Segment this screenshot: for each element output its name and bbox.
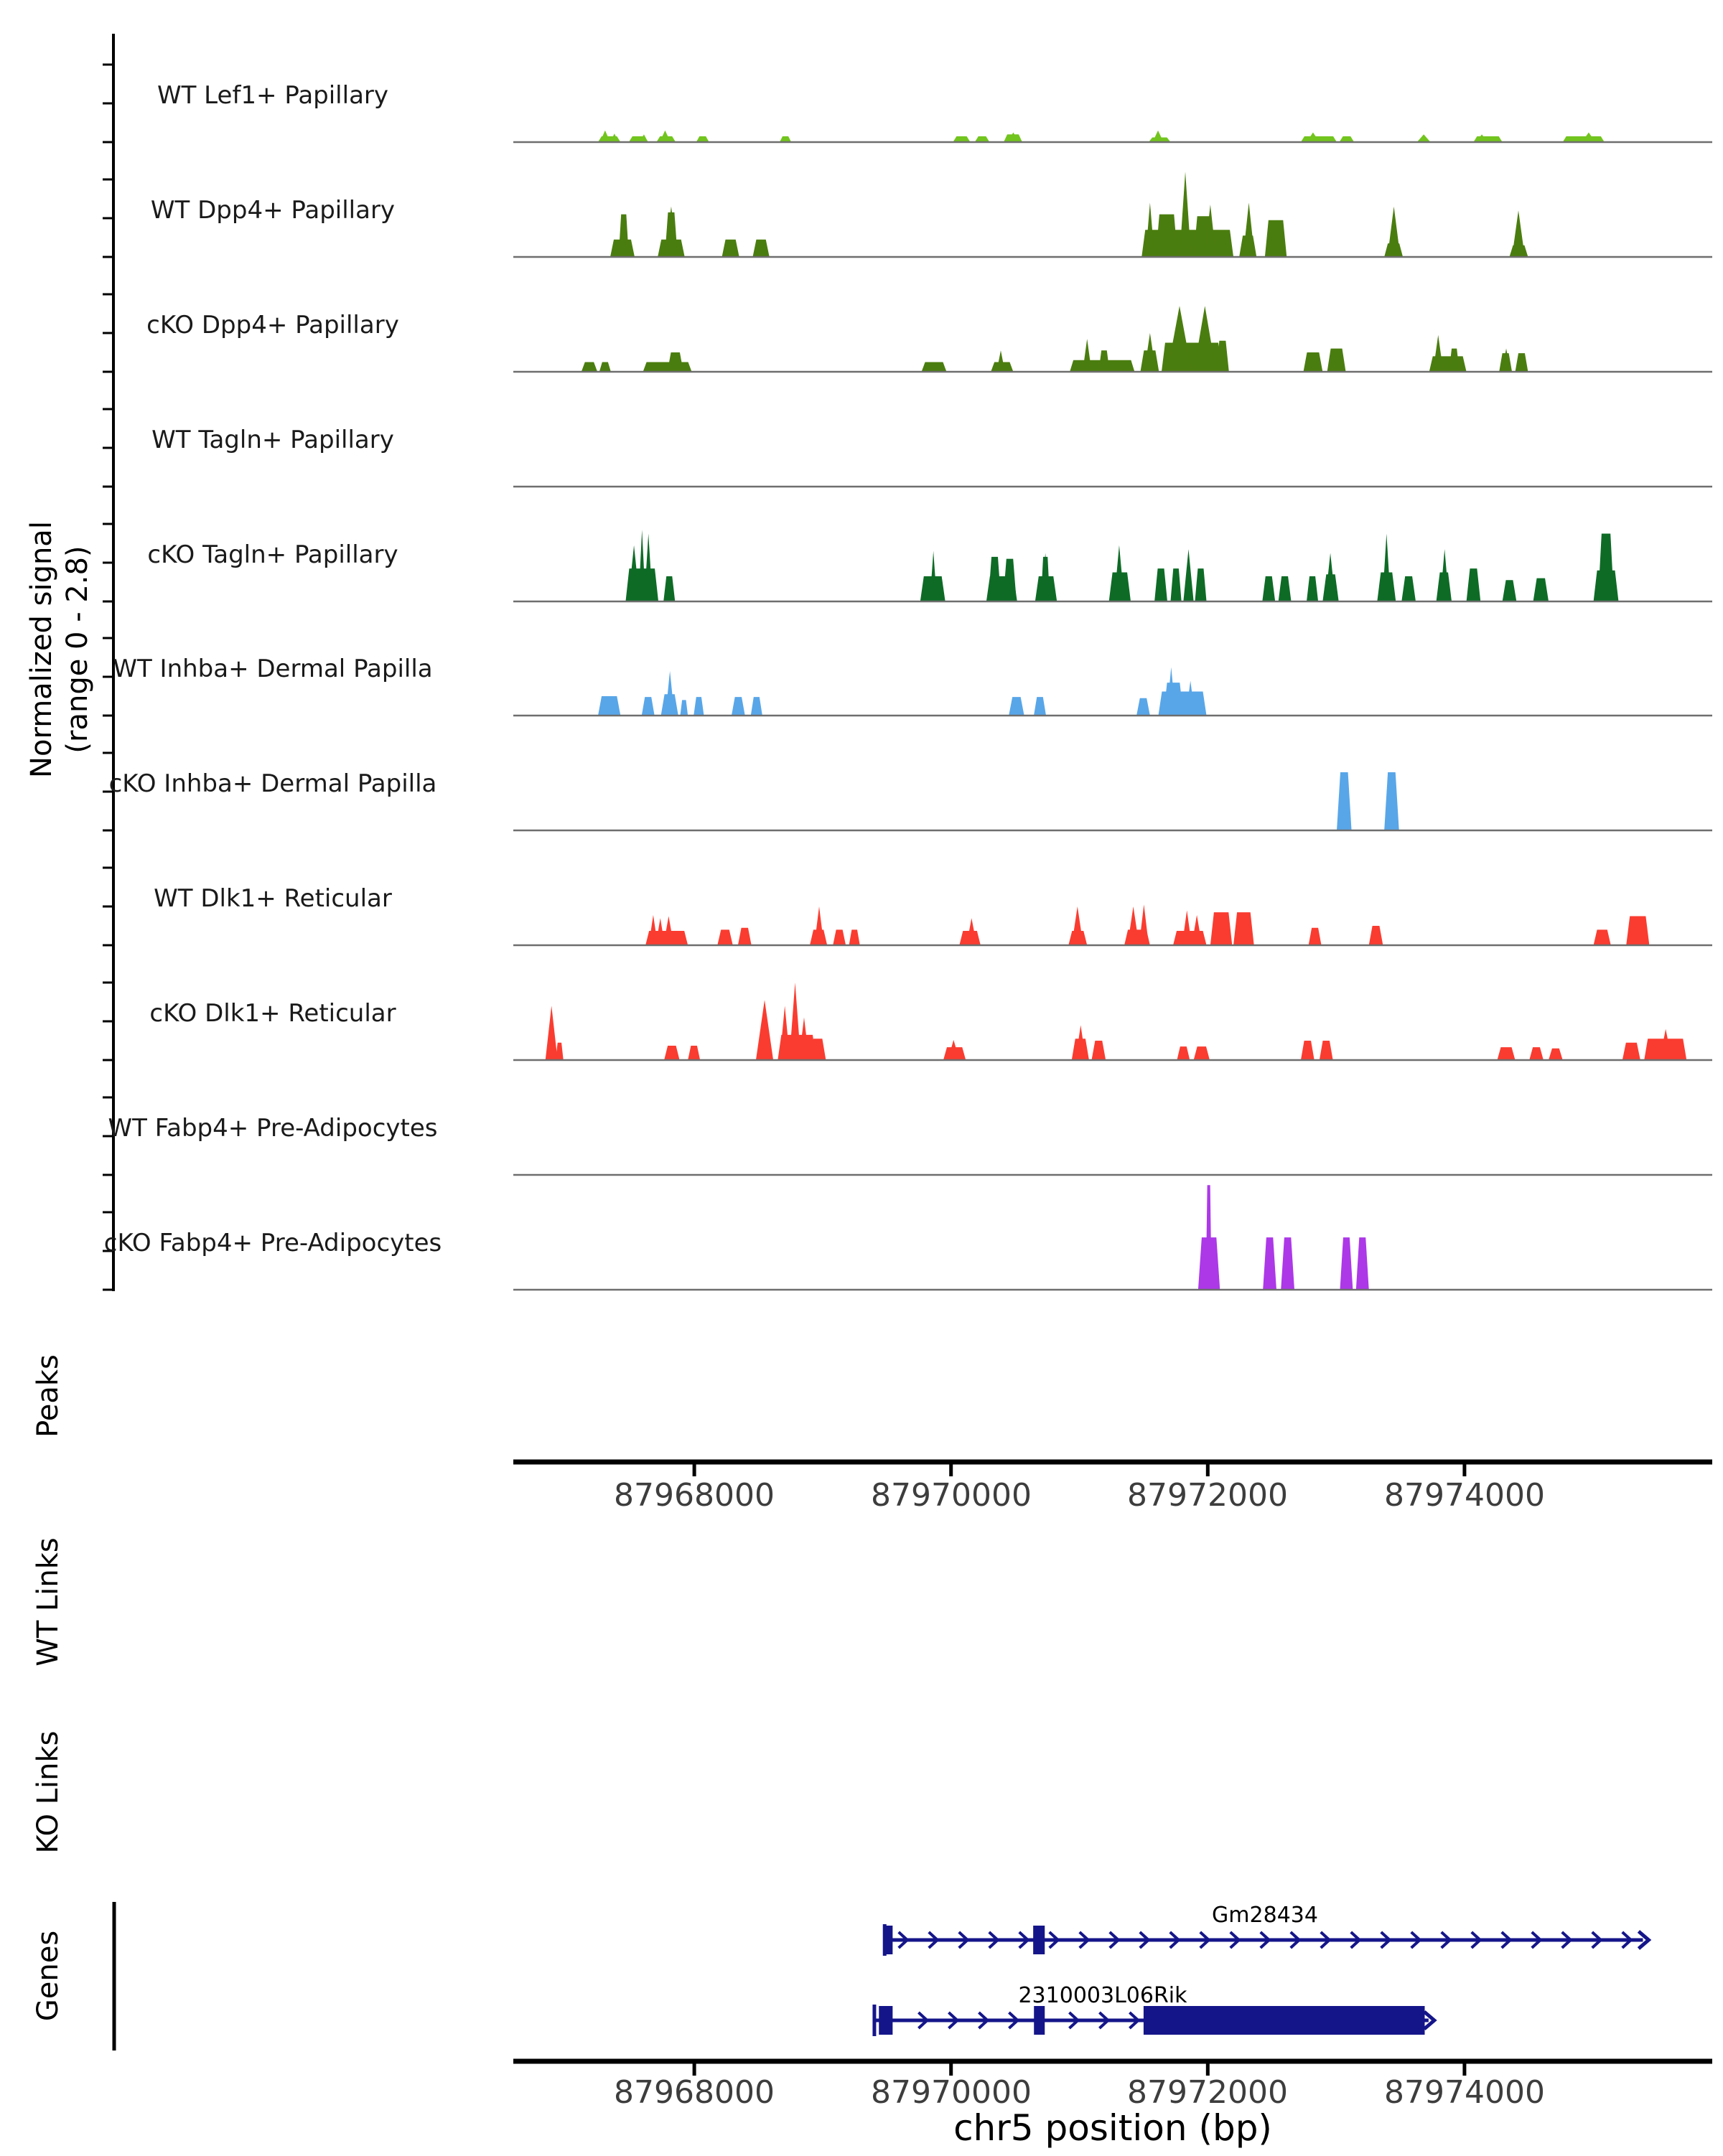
coverage-peak	[1327, 349, 1346, 372]
coverage-peak	[1401, 576, 1416, 601]
coverage-peak	[1091, 1041, 1106, 1060]
y-axis-label-line1: Normalized signal	[25, 521, 58, 778]
coverage-peak	[582, 362, 597, 372]
coverage-peak	[833, 929, 846, 945]
coverage-peak	[922, 362, 947, 372]
coverage-peak	[1356, 1237, 1369, 1290]
coverage-peak	[1009, 697, 1024, 716]
coverage-peak	[1498, 1047, 1516, 1060]
coverage-peak	[1320, 1041, 1333, 1060]
coverage-spike	[1128, 906, 1139, 945]
coverage-peak	[1467, 568, 1481, 601]
track-label-cko-fabp4-pre-adipocytes: cKO Fabp4+ Pre-Adipocytes	[103, 1229, 442, 1257]
coverage-peak	[1533, 578, 1549, 601]
coverage-peak	[1003, 559, 1017, 601]
coverage-peak	[1503, 580, 1517, 601]
section-label-peaks: Peaks	[32, 1354, 65, 1438]
coverage-spike	[644, 534, 653, 602]
coverage-peak	[1170, 568, 1181, 601]
coverage-peak	[1309, 928, 1322, 945]
coverage-peak	[722, 240, 739, 257]
bottom-axis-tick-87974000: 87974000	[1384, 2074, 1545, 2111]
coverage-peak	[849, 929, 860, 945]
track-label-wt-lef1-papillary: WT Lef1+ Papillary	[157, 81, 389, 110]
peaks-axis-tick-87974000: 87974000	[1384, 1477, 1545, 1514]
gene-models	[872, 1924, 1648, 2036]
gene-model	[883, 1924, 1649, 1956]
coverage-peak	[1279, 576, 1292, 601]
coverage-peak	[1598, 534, 1614, 602]
gene-start-bar	[872, 2005, 876, 2036]
coverage-peak	[668, 352, 683, 372]
coverage-peak	[1449, 349, 1459, 372]
coverage-spike	[814, 906, 823, 945]
coverage-peak	[1177, 1046, 1190, 1060]
coverage-peak	[1307, 576, 1318, 601]
signal-tracks	[513, 131, 1712, 1290]
coverage-peak	[688, 1046, 700, 1060]
signal-track	[513, 172, 1712, 257]
coverage-spike	[789, 983, 800, 1060]
coverage-peak	[1384, 772, 1399, 830]
coverage-peak	[599, 362, 611, 372]
track-label-cko-inhba-dermal-papilla: cKO Inhba+ Dermal Papilla	[108, 769, 437, 798]
coverage-peak	[1034, 697, 1046, 716]
track-label-wt-dlk1-reticular: WT Dlk1+ Reticular	[154, 884, 392, 913]
coverage-peak	[1549, 1049, 1563, 1060]
coverage-peak	[1304, 352, 1323, 372]
coverage-peak	[732, 697, 745, 716]
signal-track	[513, 983, 1712, 1060]
coverage-peak	[717, 929, 732, 945]
coverage-peak	[1154, 568, 1167, 601]
x-axis-title: chr5 position (bp)	[953, 2107, 1272, 2149]
signal-track	[513, 772, 1712, 830]
coverage-spike	[1433, 335, 1443, 372]
coverage-peak	[680, 700, 688, 716]
coverage-peak	[663, 576, 675, 601]
coverage-peak	[598, 696, 620, 716]
coverage-peak	[1098, 350, 1109, 372]
track-label-cko-tagln-papillary: cKO Tagln+ Papillary	[147, 540, 398, 569]
gene-exon	[1033, 1926, 1045, 1954]
section-label-genes: Genes	[32, 1930, 65, 2022]
track-label-wt-inhba-dermal-papilla: WT Inhba+ Dermal Papilla	[113, 655, 433, 683]
coverage-peak	[1516, 353, 1528, 372]
coverage-spike	[756, 1000, 773, 1060]
coverage-peak	[1626, 917, 1649, 946]
coverage-peak	[642, 697, 655, 716]
coverage-peak	[1136, 698, 1150, 716]
bottom-axis-tick-87968000: 87968000	[614, 2074, 775, 2111]
gene-exon	[883, 1926, 892, 1954]
coverage-spike	[1194, 306, 1216, 372]
coverage-spike	[1512, 210, 1525, 257]
coverage-spike	[1152, 131, 1163, 142]
coverage-peak	[1340, 1237, 1353, 1290]
track-label-wt-dpp4-papillary: WT Dpp4+ Papillary	[150, 196, 396, 225]
bottom-axis-tick-87970000: 87970000	[871, 2074, 1032, 2111]
coverage-peak	[1369, 926, 1383, 945]
coverage-spike	[996, 350, 1005, 372]
gene-model	[872, 2005, 1434, 2036]
gene-label-gm28434: Gm28434	[1212, 1903, 1318, 1928]
section-label-wt-links: WT Links	[32, 1537, 65, 1667]
coverage-spike	[1180, 172, 1191, 257]
coverage-peak	[1156, 215, 1177, 257]
coverage-spike	[1139, 904, 1149, 945]
coverage-spike	[1388, 207, 1401, 257]
coverage-spike	[666, 671, 675, 716]
coverage-peak	[1265, 220, 1287, 257]
coverage-spike	[663, 917, 673, 946]
x-axes	[114, 1462, 1712, 2076]
coverage-peak	[1195, 568, 1206, 601]
bottom-axis-tick-87972000: 87972000	[1127, 2074, 1288, 2111]
coverage-peak	[1281, 1237, 1294, 1290]
coverage-peak	[1194, 1046, 1210, 1060]
signal-axis-bracket	[103, 34, 113, 1291]
coverage-peak	[1301, 1041, 1315, 1060]
coverage-peak	[643, 362, 692, 372]
coverage-spike	[1083, 339, 1092, 372]
coverage-spike	[546, 1006, 558, 1060]
signal-track	[513, 131, 1712, 142]
track-label-cko-dlk1-reticular: cKO Dlk1+ Reticular	[149, 999, 396, 1028]
coverage-peak	[752, 240, 769, 257]
coverage-peak	[1529, 1047, 1544, 1060]
coverage-spike	[1072, 906, 1083, 945]
coverage-spike	[1417, 134, 1431, 142]
coverage-peak	[619, 215, 629, 257]
coverage-spike	[638, 530, 645, 601]
coverage-spike	[780, 1006, 790, 1060]
coverage-spike	[1243, 202, 1254, 257]
coverage-spike	[1167, 306, 1192, 372]
coverage-peak	[989, 557, 1001, 601]
coverage-peak	[694, 697, 704, 716]
signal-track	[513, 667, 1712, 716]
coverage-peak	[1206, 1185, 1212, 1290]
coverage-spike	[1182, 910, 1192, 945]
coverage-peak	[1594, 929, 1611, 945]
signal-track	[513, 530, 1712, 601]
y-axis-label-line2: (range 0 - 2.8)	[61, 545, 94, 754]
coverage-spike	[1382, 534, 1391, 602]
section-label-ko-links: KO Links	[32, 1730, 65, 1854]
coverage-peak	[1622, 1043, 1640, 1060]
gene-label-2310003l06rik: 2310003L06Rik	[1018, 1983, 1187, 2008]
coverage-peak	[1263, 1237, 1276, 1290]
peaks-axis-tick-87970000: 87970000	[871, 1477, 1032, 1514]
track-label-wt-fabp4-pre-adipocytes: WT Fabp4+ Pre-Adipocytes	[108, 1114, 438, 1143]
track-label-wt-tagln-papillary: WT Tagln+ Papillary	[151, 426, 394, 454]
signal-track	[513, 1185, 1712, 1290]
coverage-peak	[1233, 912, 1254, 945]
coverage-peak	[738, 928, 752, 945]
signal-track	[513, 904, 1712, 945]
coverage-spike	[1192, 915, 1202, 945]
coverage-spike	[649, 915, 658, 945]
coverage-peak	[1262, 576, 1275, 601]
track-label-cko-dpp4-papillary: cKO Dpp4+ Papillary	[146, 311, 399, 339]
coverage-peak	[751, 697, 762, 716]
peaks-axis-tick-87968000: 87968000	[614, 1477, 775, 1514]
coverage-peak	[1210, 912, 1232, 945]
signal-track	[513, 306, 1712, 372]
coverage-spike	[1183, 549, 1193, 601]
gene-exon	[879, 2006, 892, 2035]
gene-thick-box	[1144, 2006, 1425, 2035]
coverage-peak	[664, 1046, 679, 1060]
gene-exon	[1034, 2006, 1045, 2035]
peaks-axis-tick-87972000: 87972000	[1127, 1477, 1288, 1514]
coverage-peak	[1337, 772, 1352, 830]
